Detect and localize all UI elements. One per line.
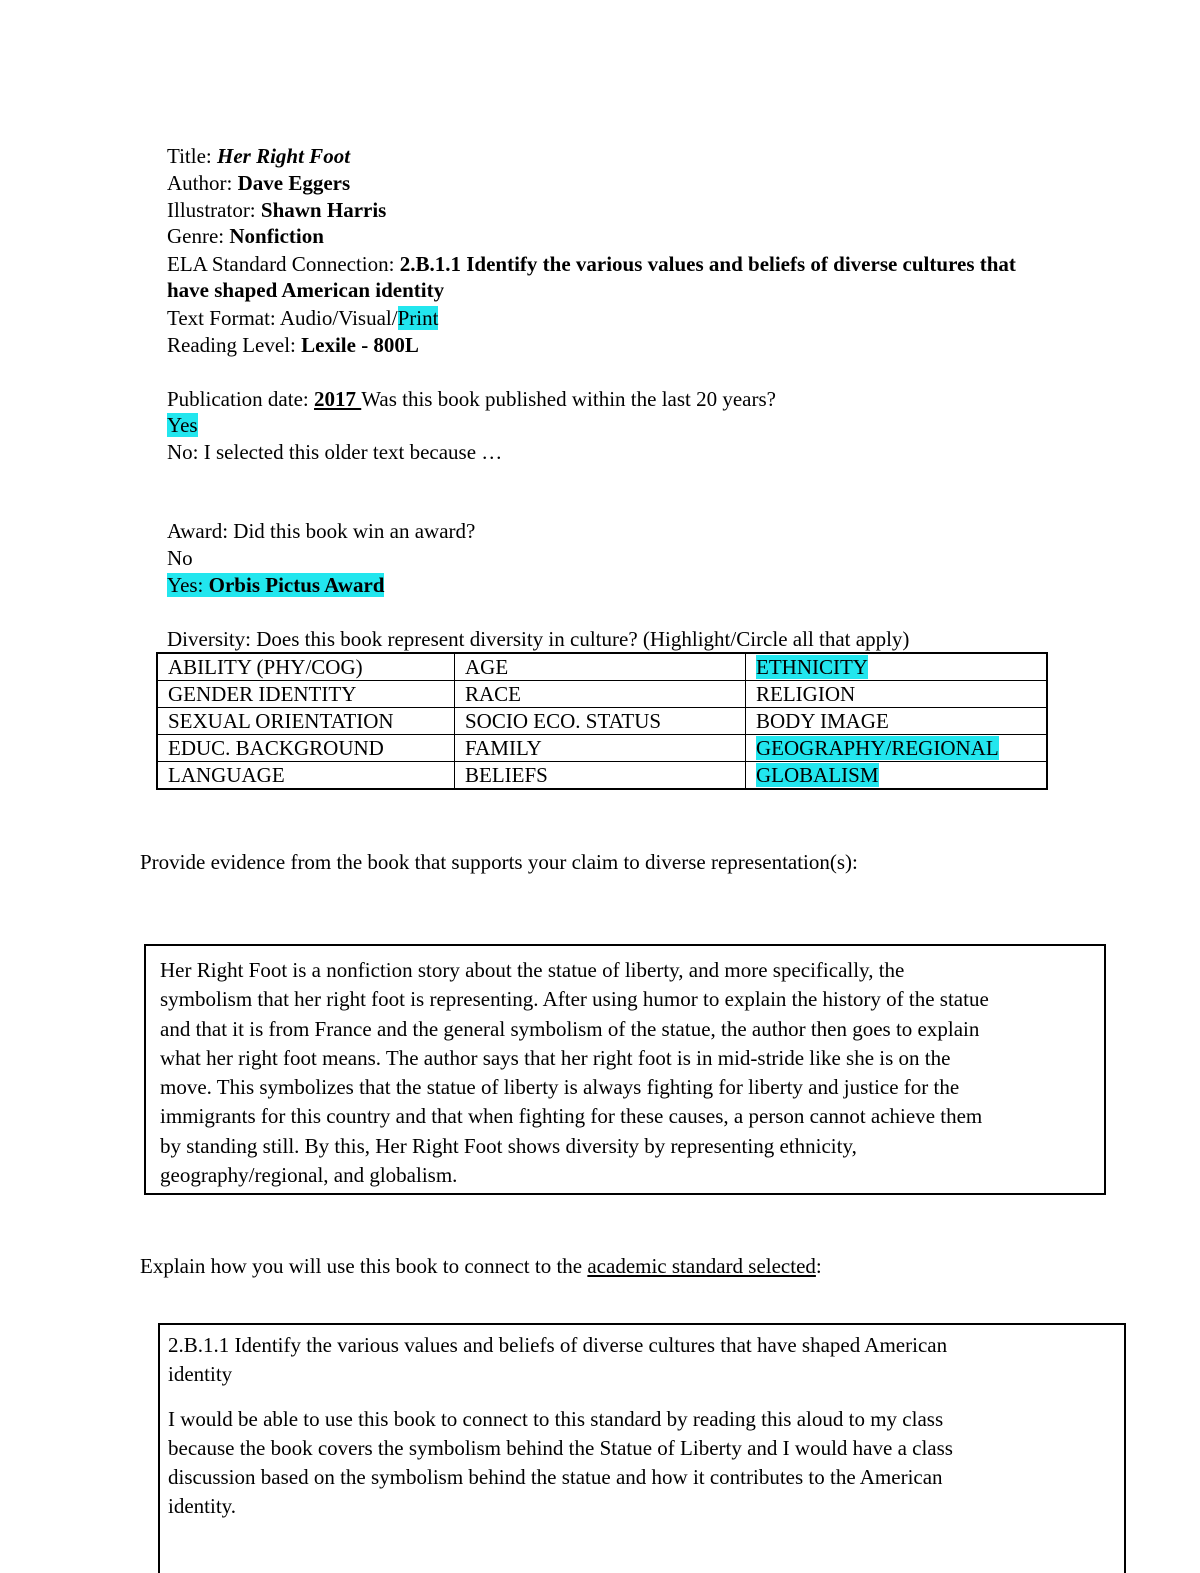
standard-use-answer-line: I would be able to use this book to connect to this standard by reading this aloud to my class xyxy=(168,1406,944,1431)
standard-use-answer-line: discussion based on the symbolism behind the statue and how it contributes to the American xyxy=(168,1465,943,1490)
book-author: Dave Eggers xyxy=(237,171,351,195)
reading-level-line xyxy=(167,332,419,359)
format-selected: Print xyxy=(397,306,439,330)
publication-yes: Yes xyxy=(167,413,198,437)
table-cell xyxy=(455,653,746,681)
table-cell xyxy=(157,653,455,681)
cell-text-highlighted: GEOGRAPHY/REGIONAL xyxy=(756,736,999,760)
award-name: Orbis Pictus Award xyxy=(208,573,385,597)
evidence-line: by standing still. By this, Her Right Foot shows diversity by representing ethnicity, xyxy=(160,1133,857,1158)
standard-use-box xyxy=(158,1323,1126,1573)
cell-text: RACE xyxy=(465,682,522,706)
evidence-line: what her right foot means. The author says that her right foot is in mid-stride like she is on the xyxy=(160,1045,951,1070)
evidence-line: move. This symbolizes that the statue of liberty is always fighting for liberty and justice for the xyxy=(160,1075,960,1100)
illustrator-label: Illustrator: xyxy=(167,198,261,222)
table-cell xyxy=(455,708,746,735)
cell-text: SEXUAL ORIENTATION xyxy=(168,709,394,733)
cell-text: AGE xyxy=(465,655,509,679)
genre-line xyxy=(167,223,324,250)
cell-text: BODY IMAGE xyxy=(756,709,889,733)
publication-question: Was this book published within the last 20 years? xyxy=(361,387,776,411)
table-cell xyxy=(157,708,455,735)
standard-use-standard-line: identity xyxy=(168,1362,233,1387)
format-line xyxy=(167,305,438,332)
table-cell xyxy=(157,735,455,762)
evidence-line: and that it is from France and the general symbolism of the statue, the author then goes to explain xyxy=(160,1016,980,1041)
level-label: Reading Level: xyxy=(167,333,302,357)
table-row xyxy=(157,735,1047,762)
table-cell xyxy=(746,681,1048,708)
cell-text: EDUC. BACKGROUND xyxy=(168,736,384,760)
award-yes-label: Yes: xyxy=(167,573,209,597)
diversity-table xyxy=(156,652,1048,790)
table-cell xyxy=(157,681,455,708)
illustrator-line xyxy=(167,197,386,224)
evidence-line: symbolism that her right foot is representing. After using humor to explain the history of the statue xyxy=(160,987,989,1012)
publication-label: Publication date: xyxy=(167,387,314,411)
cell-text: RELIGION xyxy=(756,682,856,706)
publication-year: 2017 xyxy=(313,387,362,411)
table-cell xyxy=(746,762,1048,790)
standard-use-prompt-text: Explain how you will use this book to connect to the xyxy=(140,1254,588,1278)
reading-level: Lexile - 800L xyxy=(301,333,419,357)
standard-use-colon: : xyxy=(815,1254,822,1278)
standard-use-standard-line: 2.B.1.1 Identify the various values and beliefs of diverse cultures that have shaped American xyxy=(168,1333,948,1357)
standard-use-answer-line: because the book covers the symbolism behind the Statue of Liberty and I would have a class xyxy=(168,1435,953,1460)
table-row xyxy=(157,653,1047,681)
title-line xyxy=(167,143,350,170)
format-label: Text Format: Audio/Visual/ xyxy=(167,306,398,330)
cell-text-highlighted: GLOBALISM xyxy=(756,763,879,787)
evidence-box xyxy=(144,944,1106,1195)
publication-yes-line xyxy=(167,412,198,439)
book-title: Her Right Foot xyxy=(217,144,351,168)
genre-label: Genre: xyxy=(167,224,230,248)
table-cell xyxy=(455,762,746,790)
cell-text: SOCIO ECO. STATUS xyxy=(465,709,662,733)
evidence-line: immigrants for this country and that when fighting for these causes, a person cannot achieve them xyxy=(160,1104,983,1129)
table-cell xyxy=(746,735,1048,762)
standard-use-prompt xyxy=(140,1253,822,1280)
standard-label: ELA Standard Connection: xyxy=(167,252,400,276)
book-illustrator: Shawn Harris xyxy=(260,198,387,222)
cell-text-highlighted: ETHNICITY xyxy=(756,655,868,679)
standard-text-1: 2.B.1.1 Identify the various values and beliefs of diverse cultures that xyxy=(399,252,1016,276)
table-cell xyxy=(455,681,746,708)
book-genre: Nonfiction xyxy=(229,224,324,248)
cell-text: BELIEFS xyxy=(465,763,548,787)
cell-text: FAMILY xyxy=(465,736,542,760)
table-row xyxy=(157,762,1047,790)
table-row xyxy=(157,708,1047,735)
diversity-question: Diversity: Does this book represent diversity in culture? (Highlight/Circle all that apply) xyxy=(167,627,910,651)
publication-line xyxy=(167,386,776,413)
table-row xyxy=(157,681,1047,708)
award-question: Award: Did this book win an award? xyxy=(167,519,476,543)
evidence-line: Her Right Foot is a nonfiction story about the statue of liberty, and more specifically, the xyxy=(160,958,905,982)
cell-text: LANGUAGE xyxy=(168,763,285,787)
evidence-prompt: Provide evidence from the book that supports your claim to diverse representation(s): xyxy=(140,850,858,874)
table-cell xyxy=(455,735,746,762)
standard-text-2: have shaped American identity xyxy=(167,278,445,302)
standard-use-answer-line: identity. xyxy=(168,1494,237,1519)
cell-text: ABILITY (PHY/COG) xyxy=(168,655,363,679)
award-no: No xyxy=(167,546,193,570)
evidence-line: geography/regional, and globalism. xyxy=(160,1163,458,1188)
publication-no: No: I selected this older text because … xyxy=(167,440,503,464)
standard-line-2 xyxy=(167,277,444,304)
table-cell xyxy=(157,762,455,790)
table-cell xyxy=(746,653,1048,681)
cell-text: GENDER IDENTITY xyxy=(168,682,357,706)
award-yes-line xyxy=(167,572,384,599)
table-cell xyxy=(746,708,1048,735)
standard-line xyxy=(167,251,1016,278)
title-label: Title: xyxy=(167,144,217,168)
author-line xyxy=(167,170,350,197)
standard-use-underlined: academic standard selected xyxy=(587,1254,816,1278)
author-label: Author: xyxy=(167,171,238,195)
award-yes xyxy=(167,573,384,597)
